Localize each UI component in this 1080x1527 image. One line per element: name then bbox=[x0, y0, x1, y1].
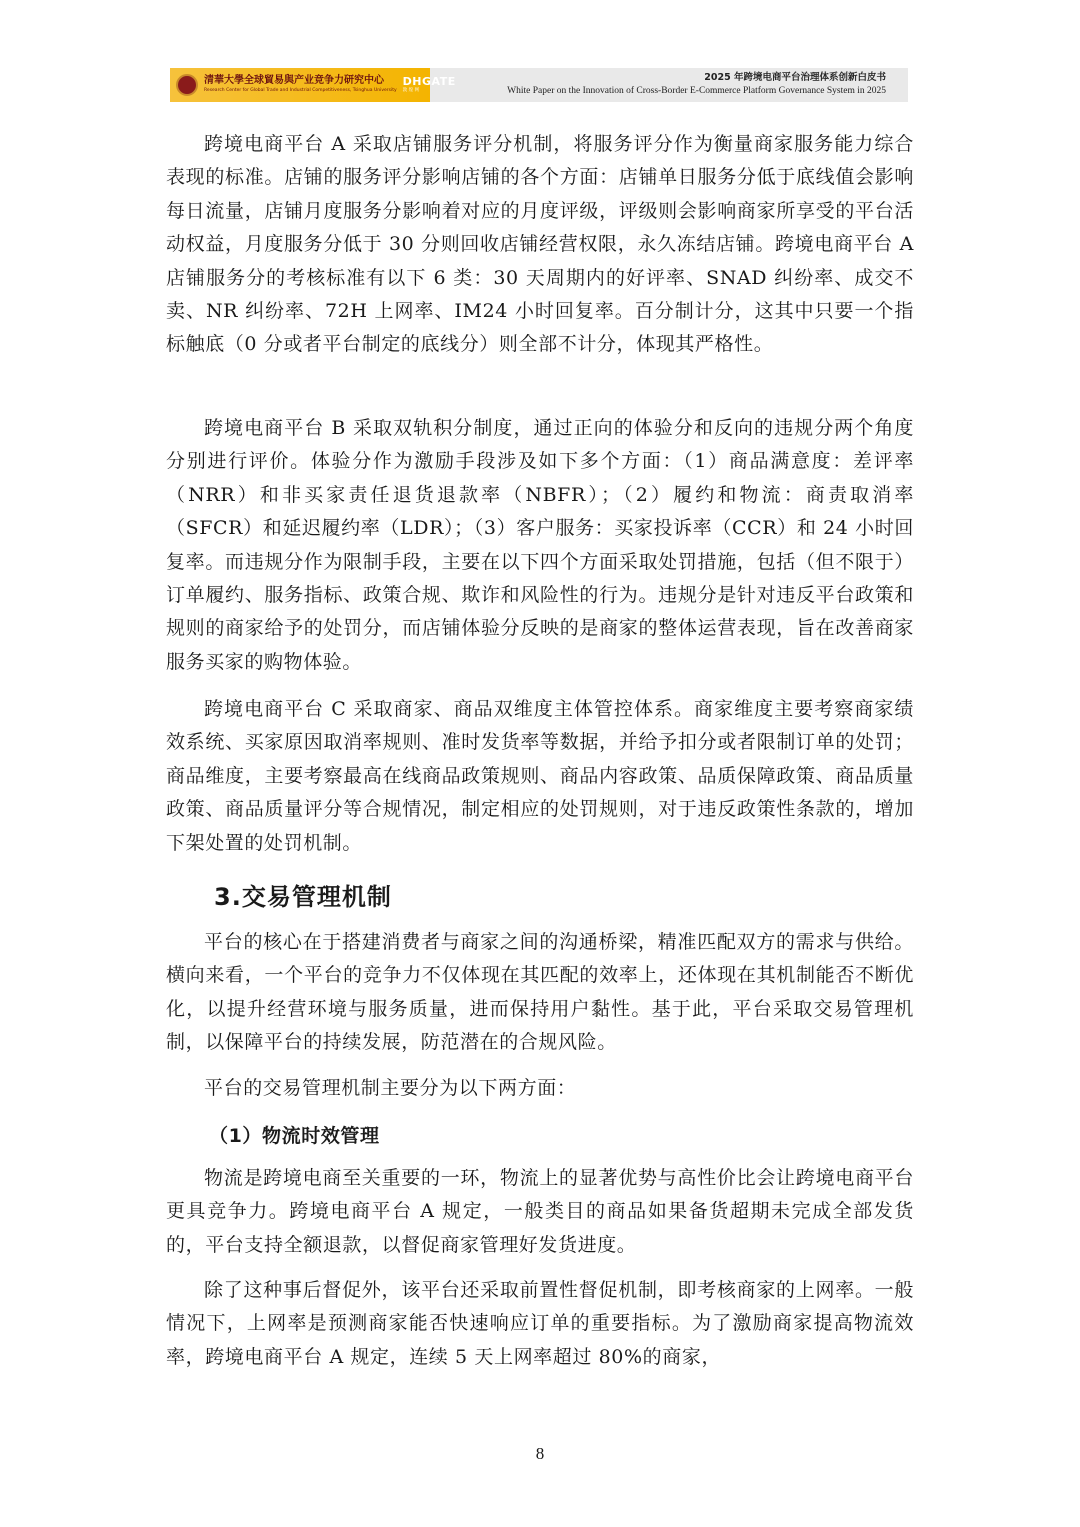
page-header bbox=[170, 68, 908, 102]
paragraph-logistics-importance: 物流是跨境电商至关重要的一环，物流上的显著优势与高性价比会让跨境电商平台更具竞争力。跨境电商平台 A 规定，一般类目的商品如果备货超期未完成全部发货的，平台支持全额退款，以督促商家管理好发货进度。 bbox=[166, 1167, 914, 1256]
university-emblem-icon bbox=[176, 74, 198, 96]
paragraph-platform-b-dual-track: 跨境电商平台 B 采取双轨积分制度，通过正向的体验分和反向的违规分两个角度分别进行评价。体验分作为激励手段涉及如下多个方面：（1）商品满意度：差评率（NRR）和非买家责任退货退款率（NBFR）；（2）履约和物流：商责取消率（SFCR）和延迟履约率（LDR）；（3）客户服务：买家投诉率（CCR）和 24 小时回复率。而违规分作为限制手段，主要在以下四个方面采取处罚措施，包括（但不限于）订单履约、服务指标、政策合规、欺诈和风险性的行为。违规分是针对违反平台政策和规则的商家给予的处罚分，而店铺体验分反映的是商家的整体运营表现，旨在改善商家服务买家的购物体验。 bbox=[166, 417, 914, 673]
dhgate-logo-text: DHGATE bbox=[402, 75, 456, 89]
dhgate-logo bbox=[403, 76, 456, 94]
header-title-band bbox=[430, 68, 908, 102]
subsection-heading: （1）物流时效管理 bbox=[209, 1125, 380, 1147]
paragraph-platform-c-dual-dimension: 跨境电商平台 C 采取商家、商品双维度主体管控体系。商家维度主要考察商家绩效系统、买家原因取消率规则、准时发货率等数据，并给予扣分或者限制订单的处罚；商品维度，主要考察最高在线商品政策规则、商品内容政策、品质保障政策、商品质量政策、商品质量评分等合规情况，制定相应的处罚规则，对于违反政策性条款的，增加下架处置的处罚机制。 bbox=[166, 698, 914, 854]
paragraph-transaction-two-aspects: 平台的交易管理机制主要分为以下两方面： bbox=[204, 1077, 577, 1099]
section-heading: 3.交易管理机制 bbox=[214, 883, 392, 911]
research-center-name-en: Research Center for Global Trade and Industrial Competitiveness, Tsinghua University bbox=[204, 88, 397, 94]
paragraph-transaction-core: 平台的核心在于搭建消费者与商家之间的沟通桥梁，精准匹配双方的需求与供给。横向来看，一个平台的竞争力不仅体现在其匹配的效率上，还体现在其机制能否不断优化，以提升经营环境与服务质量，进而保持用户黏性。基于此，平台采取交易管理机制，以保障平台的持续发展，防范潜在的合规风险。 bbox=[166, 931, 914, 1054]
paragraph-upfront-supervision: 除了这种事后督促外，该平台还采取前置性督促机制，即考核商家的上网率。一般情况下，上网率是预测商家能否快速响应订单的重要指标。为了激励商家提高物流效率，跨境电商平台 A 规定，连续 5 天上网率超过 80%的商家， bbox=[166, 1279, 914, 1368]
header-title-en: White Paper on the Innovation of Cross-Border E-Commerce Platform Governance System in 2025 bbox=[507, 85, 886, 96]
page-number: 8 bbox=[535, 1444, 545, 1463]
research-center-logo bbox=[204, 76, 397, 94]
header-title-cn: 2025 年跨境电商平台治理体系创新白皮书 bbox=[704, 72, 886, 83]
header-logo-band bbox=[170, 68, 456, 102]
dhgate-logo-subtext: 敦 煌 网 bbox=[402, 88, 420, 94]
research-center-name: 清華大學全球貿易與产业竞争力研究中心 bbox=[204, 75, 384, 87]
paragraph-platform-a-service-score: 跨境电商平台 A 采取店铺服务评分机制，将服务评分作为衡量商家服务能力综合表现的标准。店铺的服务评分影响店铺的各个方面：店铺单日服务分低于底线值会影响每日流量，店铺月度服务分影响着对应的月度评级，评级则会影响商家所享受的平台活动权益，月度服务分低于 30 分则回收店铺经营权限，永久冻结店铺。跨境电商平台 A 店铺服务分的考核标准有以下 6 类：30 天周期内的好评率、SNAD 纠纷率、成交不卖、NR 纠纷率、72H 上网率、IM24 小时回复率。百分制计分，这其中只要一个指标触底（0 分或者平台制定的底线分）则全部不计分，体现其严格性。 bbox=[166, 133, 914, 356]
